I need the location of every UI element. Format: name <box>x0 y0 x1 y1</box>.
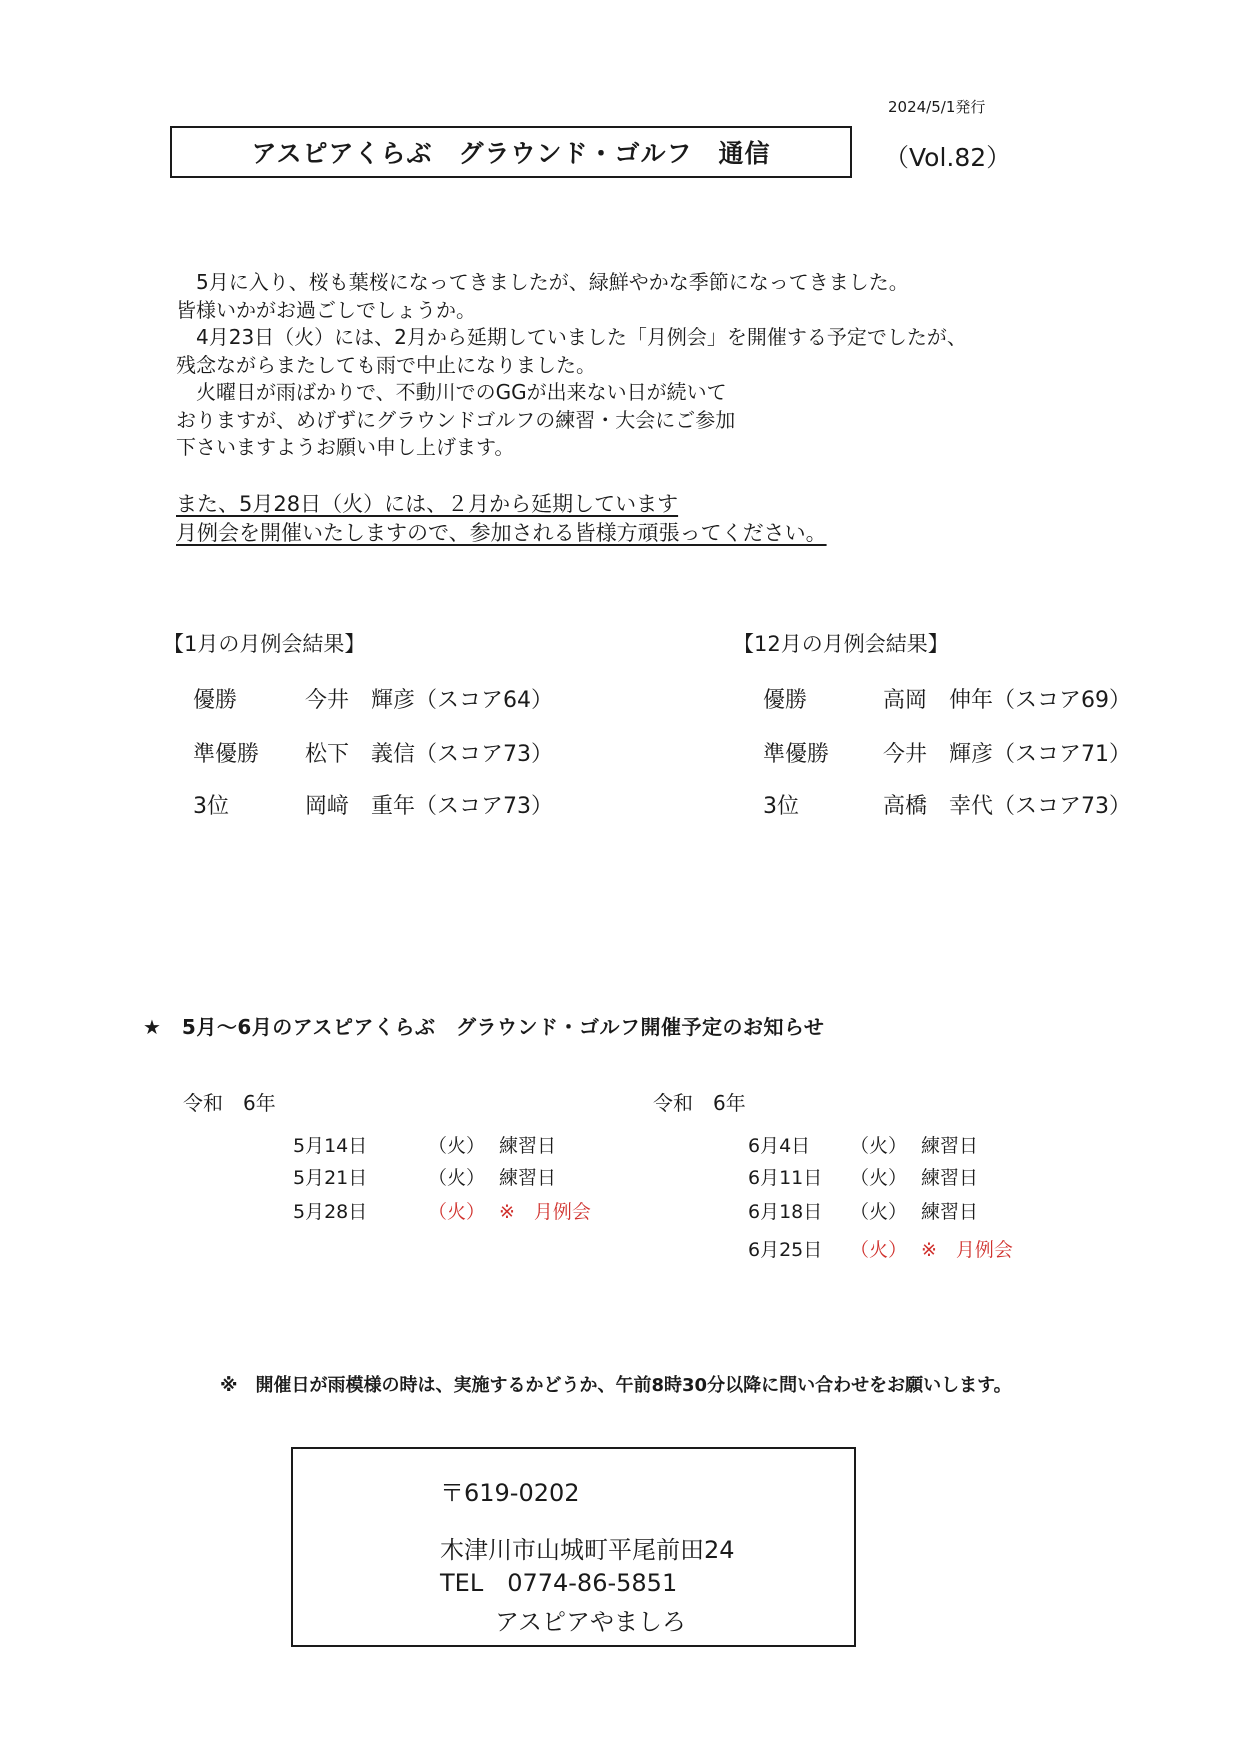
june-event-4: ※ 月例会 <box>921 1239 1013 1261</box>
schedule-heading: ★ 5月～6月のアスピアくらぶ グラウンド・ゴルフ開催予定のお知らせ <box>143 1015 825 1039</box>
intro-line: 4月23日（火）には、2月から延期していました「月例会」を開催する予定でしたが、 <box>176 325 967 349</box>
june-event-2: 練習日 <box>921 1167 979 1189</box>
january-winner-1: 今井 輝彦（スコア64） <box>305 688 553 713</box>
december-rank-1: 優勝 <box>763 688 808 713</box>
newsletter-title: アスピアくらぶ グラウンド・ゴルフ 通信 <box>251 139 771 168</box>
intro-line: 皆様いかがお過ごしでしょうか。 <box>176 297 476 322</box>
january-winner-2: 松下 義信（スコア73） <box>305 742 553 767</box>
issue-date: 2024/5/1発行 <box>888 98 986 116</box>
january-winner-3: 岡﨑 重年（スコア73） <box>305 794 553 819</box>
may-date-1: 5月14日 <box>293 1135 368 1157</box>
june-day-3: （火） <box>850 1201 908 1223</box>
january-rank-1: 優勝 <box>193 688 238 713</box>
june-event-1: 練習日 <box>921 1135 979 1157</box>
december-winner-2: 今井 輝彦（スコア71） <box>883 742 1131 767</box>
newsletter-title-box <box>170 126 852 178</box>
may-event-3: ※ 月例会 <box>499 1201 591 1223</box>
june-date-2: 6月11日 <box>748 1167 823 1189</box>
postal-code: 〒619-0202 <box>440 1479 580 1507</box>
intro-line: 残念ながらまたしても雨で中止になりました。 <box>176 352 596 377</box>
may-era-label: 令和 6年 <box>183 1091 276 1115</box>
facility-name: アスピアやましろ <box>495 1608 687 1636</box>
june-day-1: （火） <box>850 1135 908 1157</box>
june-date-3: 6月18日 <box>748 1201 823 1223</box>
june-day-4: （火） <box>850 1239 908 1261</box>
january-results-heading: 【1月の月例会結果】 <box>163 632 366 656</box>
june-era-label: 令和 6年 <box>653 1091 746 1115</box>
december-winner-3: 高橋 幸代（スコア73） <box>883 794 1131 819</box>
intro-line: 火曜日が雨ばかりで、不動川でのGGが出来ない日が続いて <box>176 380 727 404</box>
january-rank-3: 3位 <box>193 794 229 819</box>
may-date-3: 5月28日 <box>293 1201 368 1223</box>
june-day-2: （火） <box>850 1167 908 1189</box>
may-event-1: 練習日 <box>499 1135 557 1157</box>
june-date-1: 6月4日 <box>748 1135 811 1157</box>
intro-line: おりますが、めげずにグラウンドゴルフの練習・大会にご参加 <box>176 407 736 432</box>
monthly-meeting-notice <box>176 490 827 548</box>
intro-line: 下さいますようお願い申し上げます。 <box>176 435 515 459</box>
december-rank-3: 3位 <box>763 794 799 819</box>
volume-number: （Vol.82） <box>884 143 1012 172</box>
may-date-2: 5月21日 <box>293 1167 368 1189</box>
may-day-3: （火） <box>428 1201 486 1223</box>
may-day-2: （火） <box>428 1167 486 1189</box>
december-results-heading: 【12月の月例会結果】 <box>733 632 949 656</box>
june-event-3: 練習日 <box>921 1201 979 1223</box>
may-day-1: （火） <box>428 1135 486 1157</box>
june-date-4: 6月25日 <box>748 1239 823 1261</box>
telephone: TEL 0774-86-5851 <box>440 1569 678 1597</box>
notice-line: 月例会を開催いたしますので、参加される皆様方頑張ってください。 <box>176 521 827 545</box>
notice-line: また、5月28日（火）には、２月から延期しています <box>176 492 679 516</box>
intro-paragraph <box>176 268 967 461</box>
january-rank-2: 準優勝 <box>193 742 260 767</box>
december-winner-1: 高岡 伸年（スコア69） <box>883 688 1131 713</box>
december-rank-2: 準優勝 <box>763 742 830 767</box>
street-address: 木津川市山城町平尾前田24 <box>440 1536 735 1564</box>
intro-line: 5月に入り、桜も葉桜になってきましたが、緑鮮やかな季節になってきました。 <box>176 270 909 294</box>
may-event-2: 練習日 <box>499 1167 557 1189</box>
rain-notice: ※ 開催日が雨模様の時は、実施するかどうか、午前8時30分以降に問い合わせをお願いします。 <box>220 1375 1012 1396</box>
address-box <box>291 1447 856 1647</box>
